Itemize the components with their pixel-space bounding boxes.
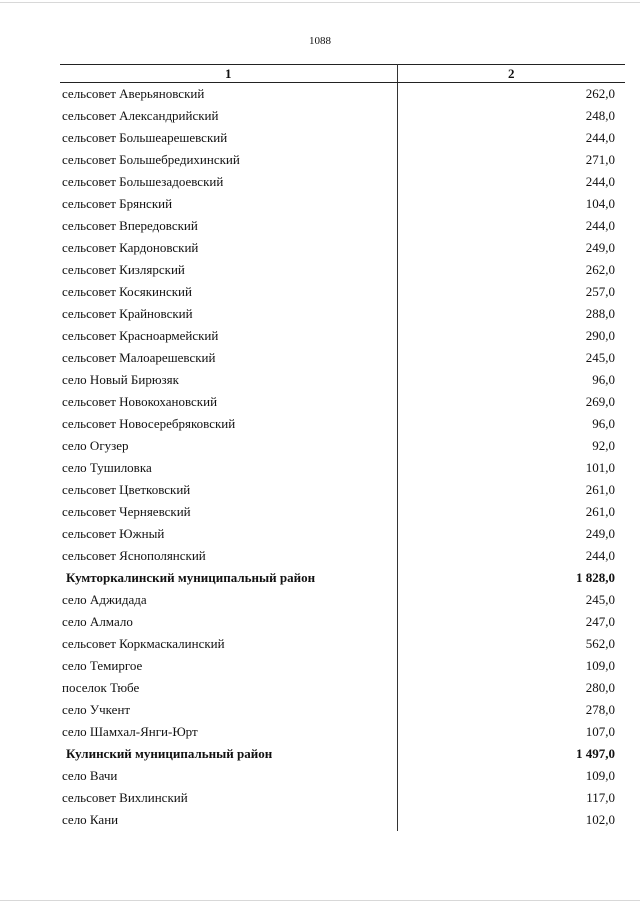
table-row [60, 259, 625, 281]
table-row [60, 501, 625, 523]
cell-value: 261,0 [585, 482, 615, 497]
cell-value: 244,0 [585, 174, 615, 189]
cell-value: 109,0 [585, 768, 615, 783]
cell-value: 109,0 [585, 658, 615, 673]
table-row [60, 787, 625, 809]
cell-value: 262,0 [585, 262, 615, 277]
table-row [60, 545, 625, 567]
cell-name: сельсовет Вихлинский [60, 787, 397, 809]
table-row [60, 347, 625, 369]
cell-value: 102,0 [585, 812, 615, 827]
table-row-district [60, 567, 625, 589]
table-row [60, 281, 625, 303]
cell-value: 290,0 [585, 328, 615, 343]
cell-value: 262,0 [585, 86, 615, 101]
cell-value: 107,0 [585, 724, 615, 739]
scan-edge-bottom [0, 900, 640, 901]
cell-name: сельсовет Цветковский [60, 479, 397, 501]
cell-name: сельсовет Южный [60, 523, 397, 545]
cell-name: сельсовет Кардоновский [60, 237, 397, 259]
cell-name: село Алмало [60, 611, 397, 633]
table-row [60, 171, 625, 193]
page-number: 1088 [309, 35, 331, 47]
scan-edge-top [0, 2, 640, 3]
table-row [60, 699, 625, 721]
table-row [60, 479, 625, 501]
cell-name: село Аджидада [60, 589, 397, 611]
table-row [60, 369, 625, 391]
cell-value: 278,0 [585, 702, 615, 717]
cell-name: село Кани [60, 809, 397, 831]
cell-value: 104,0 [585, 196, 615, 211]
cell-value: 245,0 [585, 592, 615, 607]
cell-name: Кулинский муниципальный район [60, 743, 397, 765]
column-header-2: 2 [397, 65, 625, 83]
cell-value: 562,0 [585, 636, 615, 651]
table-row-district [60, 743, 625, 765]
table-row [60, 413, 625, 435]
cell-name: сельсовет Большебредихинский [60, 149, 397, 171]
table-row [60, 193, 625, 215]
cell-name: сельсовет Александрийский [60, 105, 397, 127]
cell-name: сельсовет Большеарешевский [60, 127, 397, 149]
cell-name: село Учкент [60, 699, 397, 721]
cell-name: сельсовет Аверьяновский [60, 83, 397, 106]
cell-value: 249,0 [585, 240, 615, 255]
cell-value: 1 828,0 [576, 570, 615, 585]
table-row [60, 765, 625, 787]
cell-value: 244,0 [585, 548, 615, 563]
table-row [60, 523, 625, 545]
cell-name: сельсовет Новосеребряковский [60, 413, 397, 435]
cell-value: 271,0 [585, 152, 615, 167]
cell-name: село Огузер [60, 435, 397, 457]
cell-name: село Вачи [60, 765, 397, 787]
table-row [60, 677, 625, 699]
cell-value: 117,0 [586, 790, 615, 805]
cell-name: сельсовет Брянский [60, 193, 397, 215]
table-row [60, 105, 625, 127]
cell-name: село Темиргое [60, 655, 397, 677]
cell-value: 101,0 [585, 460, 615, 475]
cell-name: село Тушиловка [60, 457, 397, 479]
cell-value: 288,0 [585, 306, 615, 321]
cell-name: сельсовет Яснополянский [60, 545, 397, 567]
cell-value: 248,0 [585, 108, 615, 123]
cell-name: село Шамхал-Янги-Юрт [60, 721, 397, 743]
cell-value: 261,0 [585, 504, 615, 519]
cell-name: сельсовет Косякинский [60, 281, 397, 303]
cell-name: Кумторкалинский муниципальный район [60, 567, 397, 589]
cell-name: сельсовет Красноармейский [60, 325, 397, 347]
table-body [60, 83, 625, 832]
data-table [60, 64, 625, 831]
table-row [60, 303, 625, 325]
table-row [60, 83, 625, 106]
table-row [60, 589, 625, 611]
cell-name: сельсовет Малоарешевский [60, 347, 397, 369]
table-row [60, 127, 625, 149]
cell-value: 244,0 [585, 130, 615, 145]
table-row [60, 435, 625, 457]
table-row [60, 611, 625, 633]
table-row [60, 391, 625, 413]
cell-value: 249,0 [585, 526, 615, 541]
table-row [60, 149, 625, 171]
table-row [60, 655, 625, 677]
cell-value: 269,0 [585, 394, 615, 409]
cell-name: сельсовет Крайновский [60, 303, 397, 325]
table-row [60, 237, 625, 259]
cell-value: 247,0 [585, 614, 615, 629]
cell-value: 245,0 [585, 350, 615, 365]
cell-name: сельсовет Черняевский [60, 501, 397, 523]
cell-name: поселок Тюбе [60, 677, 397, 699]
cell-name: сельсовет Кизлярский [60, 259, 397, 281]
table-row [60, 215, 625, 237]
table-row [60, 457, 625, 479]
cell-value: 257,0 [585, 284, 615, 299]
table-row [60, 721, 625, 743]
cell-value: 1 497,0 [576, 746, 615, 761]
cell-name: сельсовет Коркмаскалинский [60, 633, 397, 655]
cell-value: 96,0 [592, 416, 615, 431]
cell-name: село Новый Бирюзяк [60, 369, 397, 391]
column-header-1: 1 [60, 65, 397, 83]
cell-name: сельсовет Впередовский [60, 215, 397, 237]
table-row [60, 809, 625, 831]
cell-name: сельсовет Новокохановский [60, 391, 397, 413]
cell-name: сельсовет Большезадоевский [60, 171, 397, 193]
cell-value: 280,0 [585, 680, 615, 695]
table-header-row [60, 65, 625, 83]
cell-value: 244,0 [585, 218, 615, 233]
table-row [60, 325, 625, 347]
cell-value: 92,0 [592, 438, 615, 453]
table-row [60, 633, 625, 655]
cell-value: 96,0 [592, 372, 615, 387]
